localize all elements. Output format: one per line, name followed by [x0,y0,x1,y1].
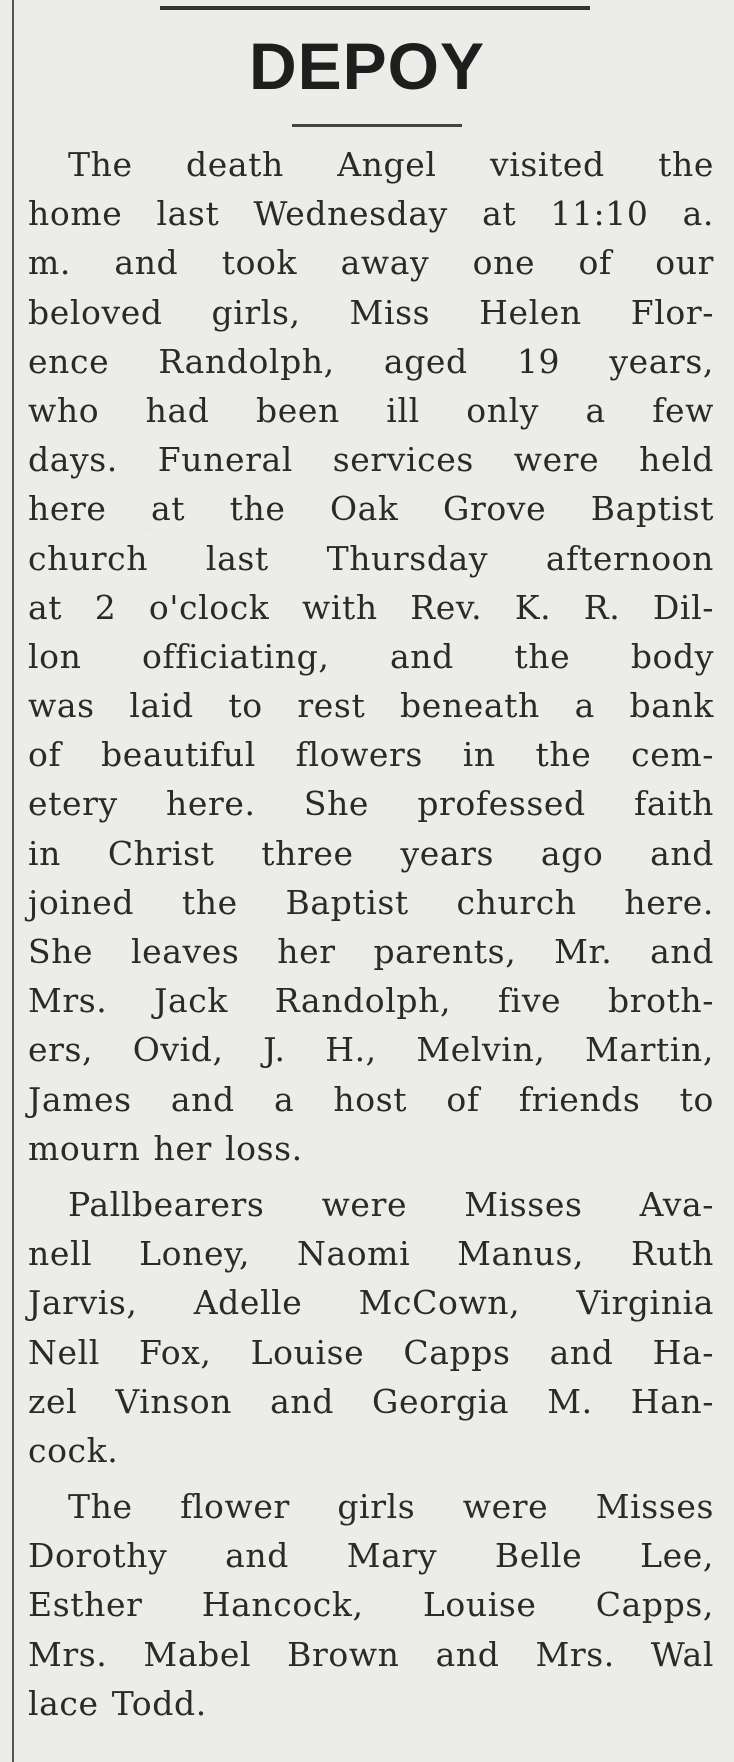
text-line: mourn her loss. [28,1128,303,1168]
text-line: The death Angel visited the [68,145,714,184]
text-line: Mrs. Jack Randolph, five broth- [28,981,714,1021]
text-line: days. Funeral services were held [28,440,714,480]
article-paragraph [28,1180,714,1475]
text-line: lace Todd. [28,1683,207,1723]
text-line: etery here. She professed faith [28,784,714,824]
text-line: Pallbearers were Misses Ava- [68,1184,714,1224]
text-line: Esther Hancock, Louise Capps, [28,1585,714,1625]
text-line: lon officiating, and the body [28,636,714,676]
text-line: ers, Ovid, J. H., Melvin, Martin, [28,1030,714,1070]
text-line: home last Wednesday at 11:10 a. [28,194,714,234]
text-line: Dorothy and Mary Belle Lee, [28,1536,714,1576]
text-line: She leaves her parents, Mr. and [28,932,714,971]
article-body [28,140,714,1735]
headline-rule [292,124,462,127]
text-line: ence Randolph, aged 19 years, [28,341,714,381]
article-paragraph [28,140,714,1173]
text-line: in Christ three years ago and [28,833,714,873]
text-line: beloved girls, Miss Helen Flor- [28,292,714,332]
text-line: nell Loney, Naomi Manus, Ruth [28,1234,714,1274]
top-rule [160,6,590,10]
text-line: of beautiful flowers in the cem- [28,735,714,775]
text-line: cock. [28,1430,119,1470]
text-line: joined the Baptist church here. [28,882,714,922]
text-line: Mrs. Mabel Brown and Mrs. Wal [28,1634,714,1674]
text-line: m. and took away one of our [28,243,714,283]
article-paragraph [28,1482,714,1728]
text-line: zel Vinson and Georgia M. Han- [28,1381,714,1421]
text-line: here at the Oak Grove Baptist [28,489,714,529]
text-line: who had been ill only a few [28,390,714,430]
text-line: church last Thursday afternoon [28,538,714,578]
text-line: The flower girls were Misses [68,1487,714,1527]
text-line: James and a host of friends to [28,1079,714,1119]
text-line: was laid to rest beneath a bank [28,686,714,726]
text-line: Jarvis, Adelle McCown, Virginia [28,1283,714,1323]
text-line: Nell Fox, Louise Capps and Ha- [28,1332,714,1372]
text-line: at 2 o'clock with Rev. K. R. Dil- [28,587,714,627]
column-rule [12,0,14,1762]
headline: DEPOY [248,29,486,103]
